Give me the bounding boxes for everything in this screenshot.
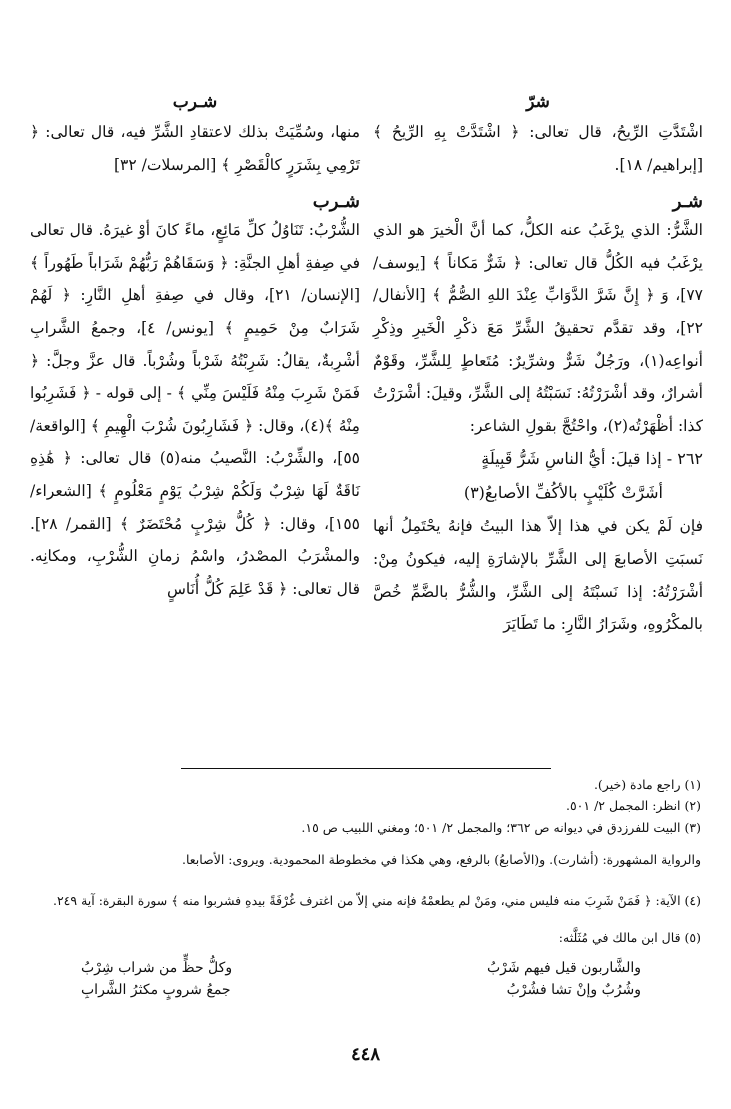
poem-hemistich: وكلُّ حظٍّ من شراب شِرْبُ [81,960,233,976]
poem-hemistich: وشُرُبٌ وإنْ تشا فشُرْبُ [506,982,641,998]
entry-title-sharb: شـرب [312,191,360,213]
left-top-text: منها، وسُمِّيَتْ بذلك لاعتقادِ الشَّرِّ فيه، قال تعالى: ﴿ تَرْمِي بِشَرَرٍ كالْقَصْرِ ﴾ [المرسلات/ ٣٢] [30,123,360,174]
footnote-5: (٥) قال ابن مالك في مُثَلَّثه: [558,930,701,945]
footnote-1: (١) راجع مادة (خير). [593,777,701,792]
footnote-3: (٣) البيت للفرزدق في ديوانه ص ٣٦٢؛ والمجمل ٢/ ٥٠١؛ ومغني اللبيب ص ١٥. [301,820,701,835]
footnote-poem [81,957,641,1001]
page-number: ٤٤٨ [350,1044,380,1065]
right-column [373,88,703,641]
left-column [30,88,360,605]
poetry-verse-2: أشَرَّتْ كُلَيْبٍ بالأكُفِّ الأصابعُ(٣) [463,483,663,503]
footnote-divider [181,768,551,769]
entry-title-sharr: شـر [672,191,703,213]
entry-body-sharr-continued: فإن لَمْ يكن في هذا إلاّ هذا البيتُ فإنهُ يحْتَمِلُ أنها نَسبَتِ الأصابعَ إلى الشَّرِّ بالإشارَةِ إليه، فيكونُ مِنْ: أشْرَرْتُهُ: إذا نَسبْتَهُ إلى الشَّرِّ، والشُّرُّ بالضَّمِّ خُصَّ بالمكْرُوهِ، وشَرَارُ النَّارِ: ما تَطَايَرَ [373,517,703,634]
footnote-4: (٤) الآية: ﴿ فَمَنْ شَرِبَ منه فليس مني، ومَنْ لم يطعمْهُ فإنه مني إلاّ من اغترف غُرْفَةً بيدهِ فشربوا منه ﴾ سورة البقرة: آية ٢٤٩. [52,893,701,908]
poem-line [81,957,641,979]
left-column-header: شـرب [172,92,218,112]
poetry-verse-1: ٢٦٢ - إذا قيلَ: أيُّ الناسِ شَرُّ قَبِيلَةٍ [481,449,703,469]
entry-body-sharr: الشَّرُّ: الذي يرْغَبُ عنه الكلُّ، كما أنَّ الْخيرَ هو الذي يرْغَبُ فيه الكُلُّ قال تعالى: ﴿ شَرٌّ مَكاناً ﴾ [يوسف/ ٧٧]، وَ ﴿ إِنَّ شَرَّ الدَّوَابِّ عِنْدَ اللهِ الصُّمُّ ﴾ [الأنفال/ ٢٢]، وقد تقدَّم تحقيقُ الشَّرِّ مَعَ ذكْرِ الْخَيرِ وذِكْرِ أنواعِه(١)، ورَجُلٌ شَرٌّ وشرِّيرٌ: مُتَعاطٍ لِلشَّرِّ، وقَوْمٌ أشرارٌ، وقد أشْرَرْتُهُ: نَسَبْتُهُ إلى الشَّرِّ، وقيلَ: أشْرَرْتُ كذا: أظْهَرْتُه(٢)، واحْتُجَّ بقولِ الشاعر: [373,221,703,435]
right-column-header: شرّ [526,92,550,112]
poem-line [81,979,641,1001]
poem-hemistich: جمعُ شروبٍ مكثرُ الشَّرابِ [81,982,231,998]
entry-body-sharb: الشُّرْبُ: تَنَاوُلُ كلِّ مَائِعٍ، ماءً كانَ أوْ غيرَهُ. قال تعالى في صِفةِ أهلِ الجنَّةِ: ﴿ وَسَقَاهُمْ رَبُّهُمْ شَرَاباً طَهُوراً ﴾ [الإنسان/ ٢١]، وقال في صِفةِ أهلِ النَّارِ: ﴿ لَهُمْ شَرَابٌ مِنْ حَمِيمٍ ﴾ [يونس/ ٤]، وجمعُ الشَّرابِ أشْرِبةٌ، يقالُ: شَرِبْتُهُ شَرْباً وشُرْباً. قال عزَّ وجلَّ: ﴿ فَمَنْ شَرِبَ مِنْهُ فَلَيْسَ مِنِّي ﴾ - إلى قوله - ﴿ فَشَرِبُوا مِنْهُ ﴾(٤)، وقال: ﴿ فَشَارِبُونَ شُرْبَ الْهِيمِ ﴾ [الواقعة/ ٥٥]، والشِّرْبُ: النَّصيبُ منه(٥) قال تعالى: ﴿ هَٰذِهِ نَاقَةٌ لَهَا شِرْبٌ وَلَكُمْ شِرْبُ يَوْمٍ مَعْلُومٍ ﴾ [الشعراء/ ١٥٥]، وقال: ﴿ كُلُّ شِرْبٍ مُحْتَضَرٌ ﴾ [القمر/ ٢٨]. والمشْرَبُ المصْدرُ، واسْمُ زمانِ الشُّرْبِ، ومكانِه. قال تعالى: ﴿ قَدْ عَلِمَ كُلُّ أُنَاسٍ [30,221,360,598]
footnote-2: (٢) انظر: المجمل ٢/ ٥٠١. [565,798,701,813]
poem-hemistich: والشَّاربون قيل فيهم شَرْبُ [486,960,641,976]
footnote-3-continued: والرواية المشهورة: (أشارت). و(الأصابعُ) بالرفع، وهي هكذا في مخطوطة المحمودية. ويروى: الأصابعا. [181,852,701,867]
right-top-text: اشْتَدَّتِ الرِّيحُ، قال تعالى: ﴿ اشْتَدَّتْ بِهِ الرِّيحُ ﴾ [إبراهيم/ ١٨]. [373,123,703,174]
